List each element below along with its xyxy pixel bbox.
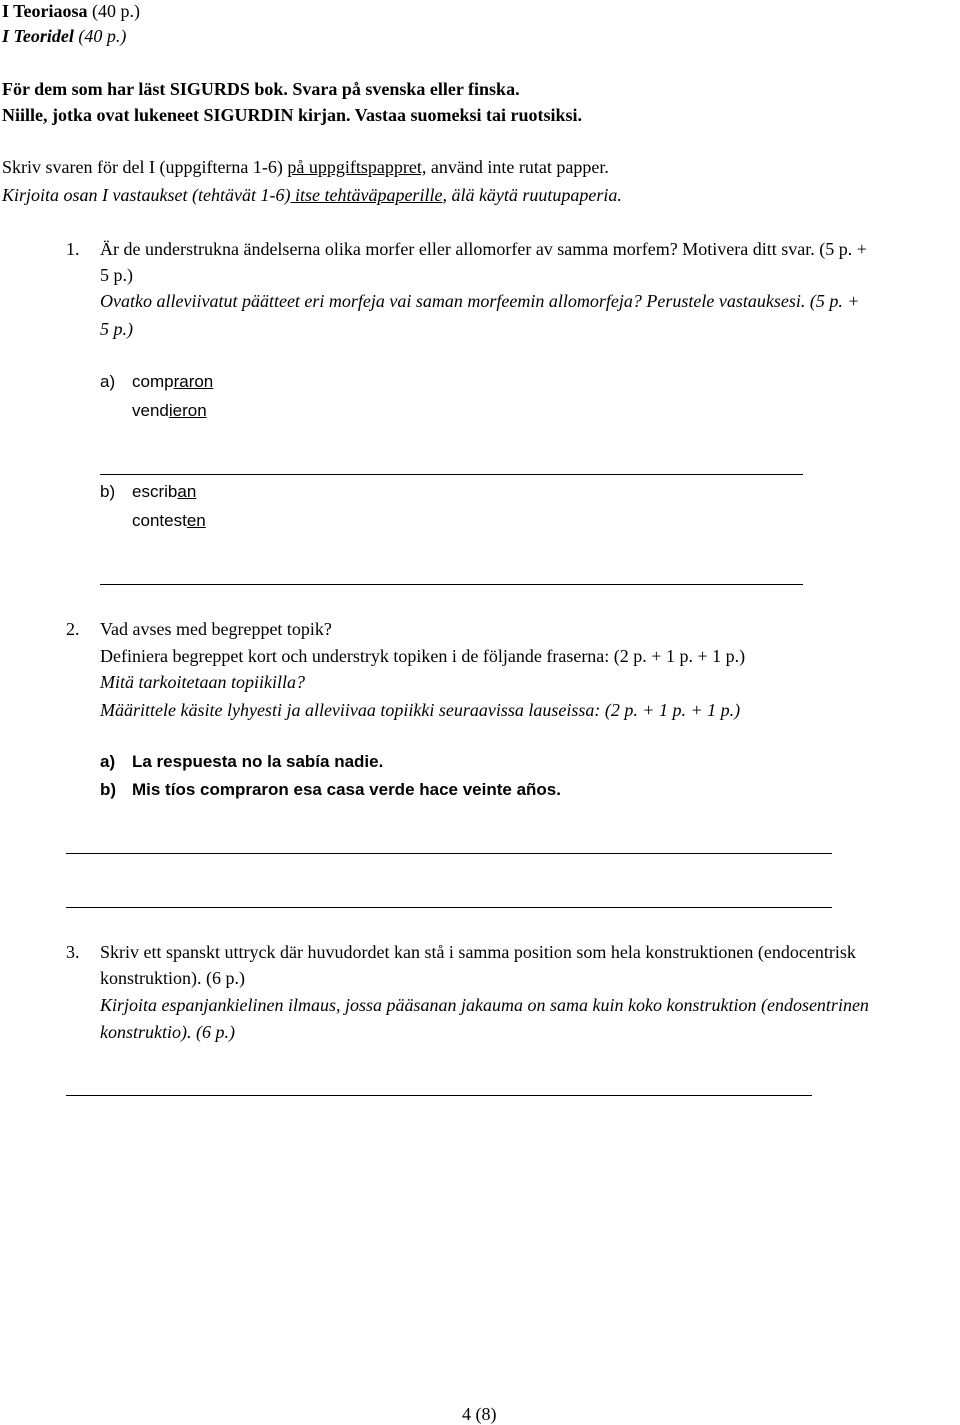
q2-item-a [100,751,383,773]
part-title-fi-points: (40 p.) [87,1,141,21]
answer-line[interactable] [66,1095,812,1096]
q2-fi-line-2: Määrittele käsite lyhyesti ja alleviivaa topiikki seuraavissa lauseissa: (2 p. + 1 p. + 1 p.) [100,700,741,720]
instructions-sv-underlined: på uppgiftspappret, [287,157,427,177]
q1-fi-line-1: Ovatko alleviivatut päätteet eri morfeja vai saman morfeemin allomorfeja? Perustele vastauksesi. (5 p. + [100,291,860,311]
q3-sv-line-2: konstruktion). (6 p.) [100,968,245,988]
q2-sv-line-1: Vad avses med begreppet topik? [100,619,332,639]
q2-fi-line-1: Mitä tarkoitetaan topiikilla? [100,672,305,692]
q1-b-word2-stem: contest [132,511,187,530]
instructions-fi-underlined: itse tehtäväpaperille [290,185,443,205]
q1-number: 1. [66,239,80,259]
q2-item-a-label: a) [100,752,116,771]
intro-sv: För dem som har läst SIGURDS bok. Svara på svenska eller finska. [2,79,520,99]
q1-a-word1-ending: raron [173,372,214,391]
q1-sv-line-2: 5 p.) [100,265,133,285]
q3-fi-line-1: Kirjoita espanjankielinen ilmaus, jossa pääsanan jakauma on sama kuin koko konstruktion (endosentrinen [100,995,869,1015]
part-title-sv-main: I Teoridel [2,26,74,46]
part-title-fi-main: I Teoriaosa [2,1,88,21]
q3-fi-line-2: konstruktio). (6 p.) [100,1022,235,1042]
answer-line[interactable] [100,584,803,585]
part-title-fi [2,0,140,22]
q1-a-word2-ending: ieron [168,401,207,420]
answer-line[interactable] [66,853,832,854]
part-title-sv [2,25,126,47]
q1-fi-line-2: 5 p.) [100,319,133,339]
q1-a-word2-stem: vend [132,401,169,420]
intro-fi: Niille, jotka ovat lukeneet SIGURDIN kirjan. Vastaa suomeksi tai ruotsiksi. [2,105,583,125]
q2-item-b-label: b) [100,780,117,799]
q2-item-b-text: Mis tíos compraron esa casa verde hace veinte años. [132,780,561,799]
answer-line[interactable] [66,907,832,908]
q2-item-b [100,779,561,801]
q1-item-b-word2 [132,510,206,532]
q2-number: 2. [66,619,80,639]
q1-b-word1-ending: an [177,482,197,501]
part-title-sv-points: (40 p.) [73,26,127,46]
q1-a-word1-stem: comp [132,372,174,391]
instructions-sv-text-1: Skriv svaren för del I (uppgifterna 1-6) [2,157,288,177]
q1-item-b [100,481,196,503]
instructions-fi-text-2: , älä käytä ruutupaperia. [442,185,622,205]
q2-sv-line-2: Definiera begreppet kort och understryk topiken i de följande fraserna: (2 p. + 1 p. + 1 p.) [100,646,746,666]
q1-b-word1-stem: escrib [132,482,178,501]
instructions-sv [2,156,609,178]
instructions-fi-text-1: Kirjoita osan I vastaukset (tehtävät 1-6) [2,185,291,205]
page-number: 4 (8) [462,1404,497,1424]
q3-number: 3. [66,942,80,962]
q1-sv-line-1: Är de understrukna ändelserna olika morfer eller allomorfer av samma morfem? Motivera ditt svar. (5 p. + [100,239,867,259]
q1-item-a-label: a) [100,372,116,391]
q1-b-word2-ending: en [186,511,206,530]
instructions-fi [2,184,622,206]
q1-item-a [100,371,213,393]
q1-item-b-label: b) [100,482,116,501]
instructions-sv-text-2: använd inte rutat papper. [426,157,609,177]
q1-item-a-word2 [132,400,207,422]
q3-sv-line-1: Skriv ett spanskt uttryck där huvudordet kan stå i samma position som hela konstruktionen (endocentrisk [100,942,856,962]
q2-item-a-text: La respuesta no la sabía nadie. [132,752,384,771]
answer-line[interactable] [100,474,803,475]
